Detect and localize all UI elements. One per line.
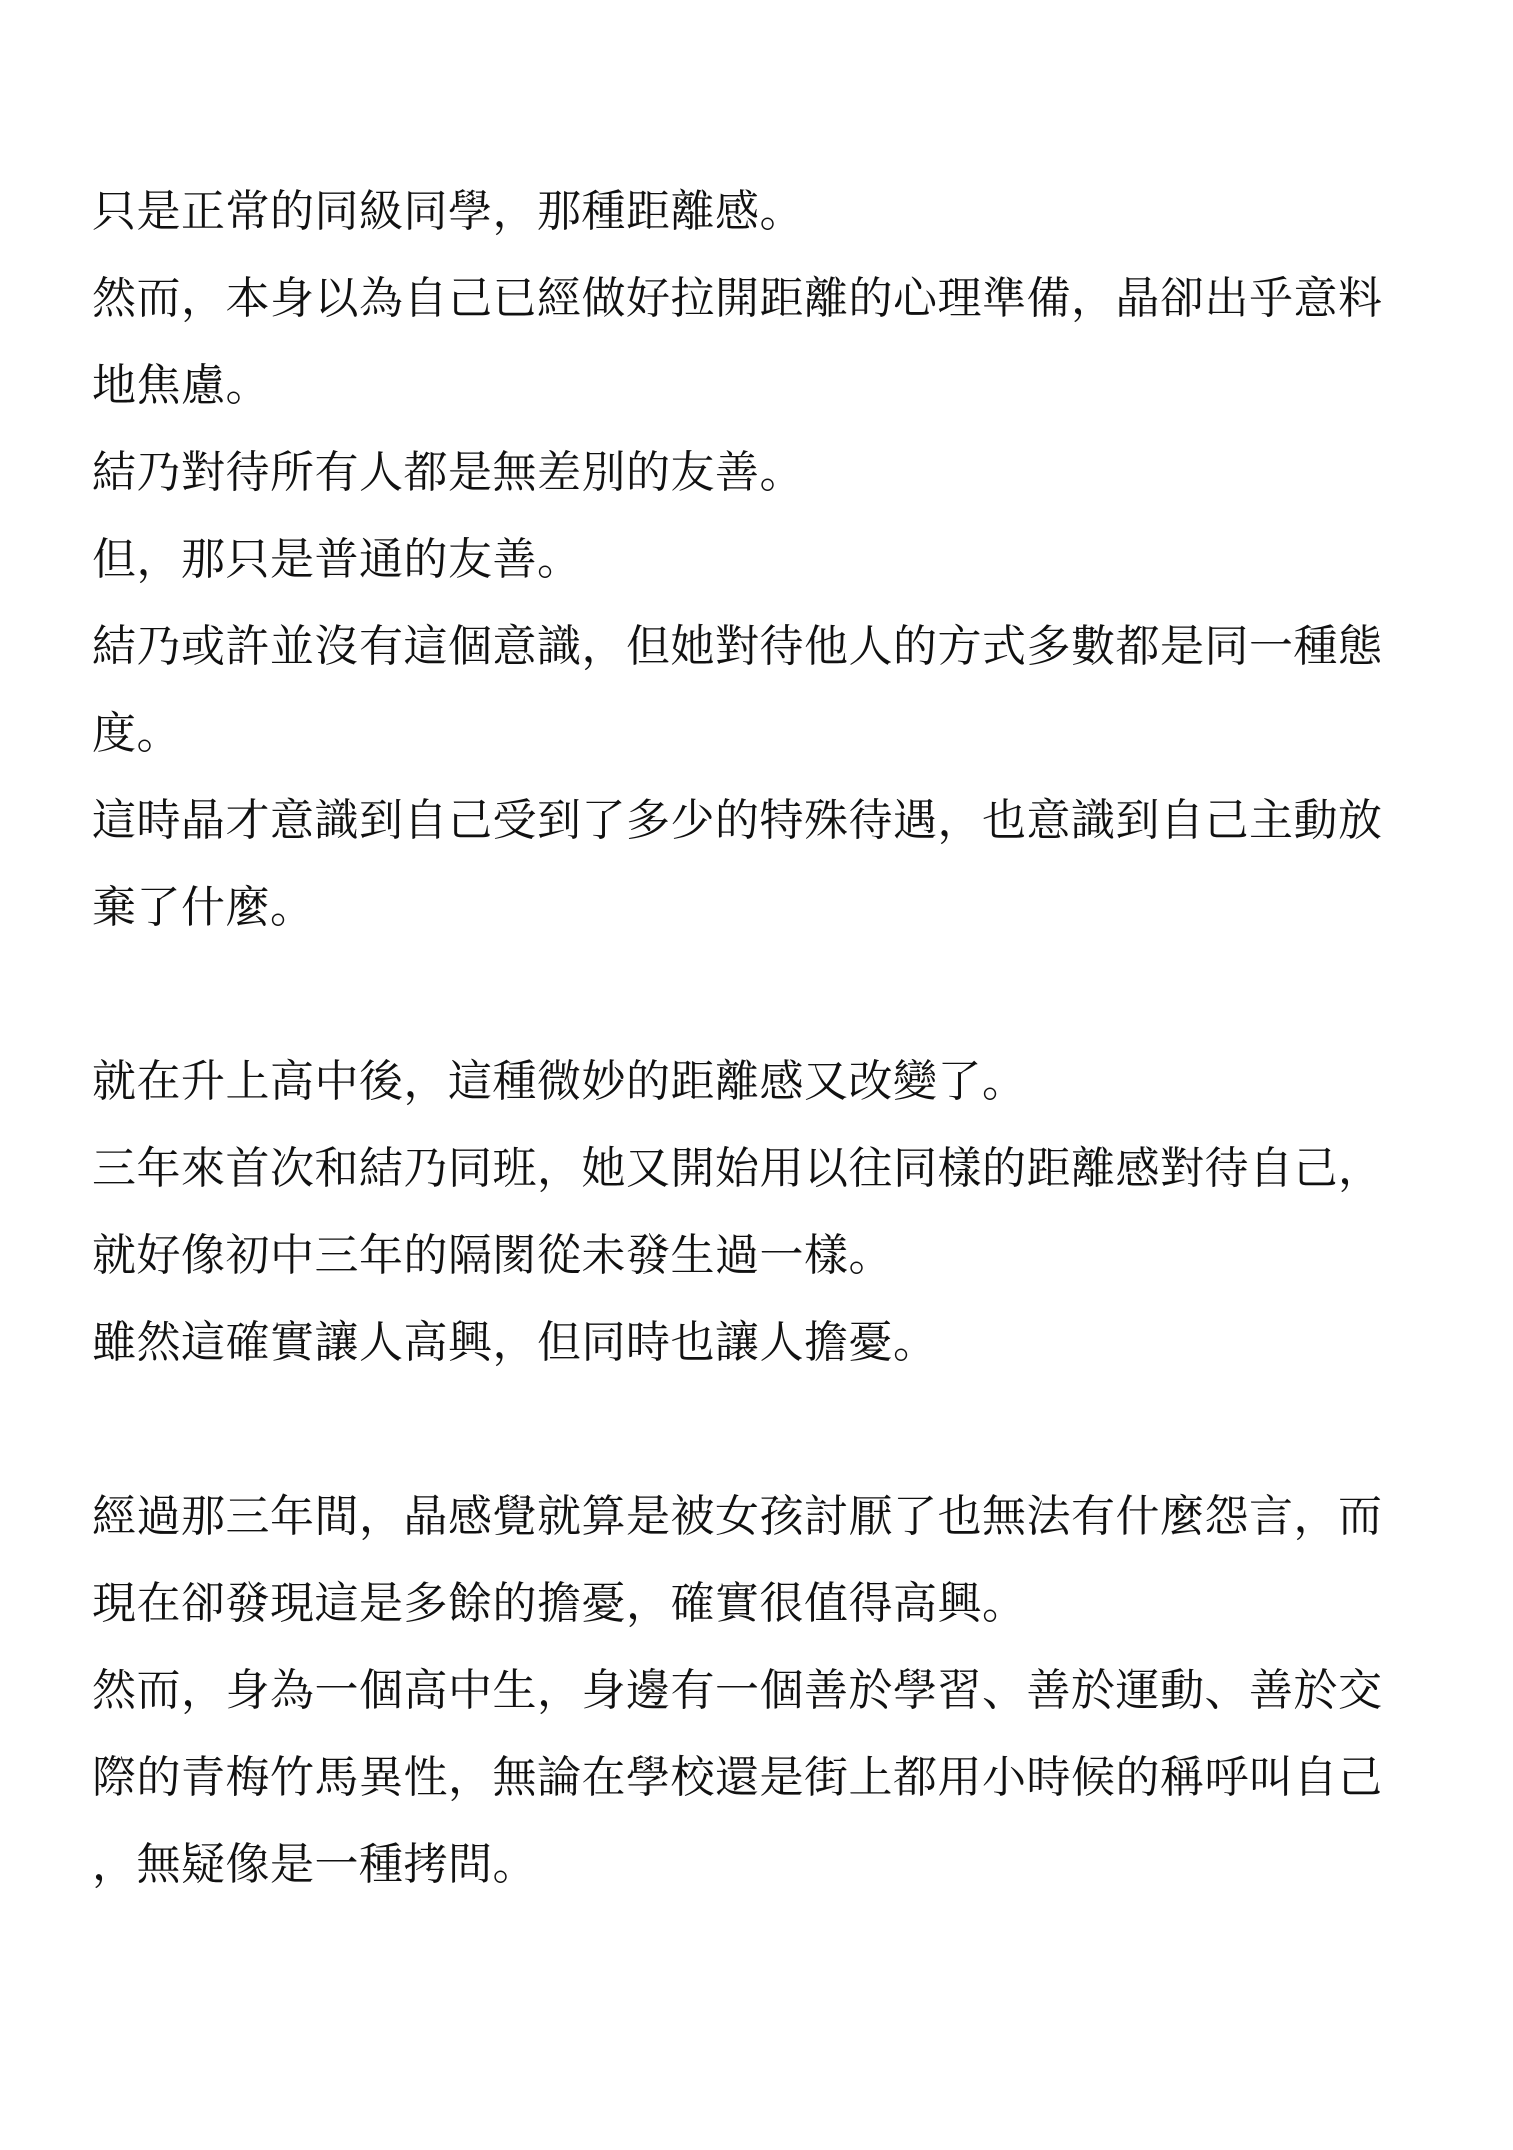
text-line: 三年來首次和結乃同班，她又開始用以往同樣的距離感對待自己， bbox=[92, 1143, 1383, 1194]
text-line: 就在升上高中後，這種微妙的距離感又改變了。 bbox=[92, 1056, 1027, 1107]
text-line: 就好像初中三年的隔閡從未發生過一樣。 bbox=[92, 1230, 893, 1281]
text-line: 但，那只是普通的友善。 bbox=[92, 534, 582, 585]
text-line: 際的青梅竹馬異性，無論在學校還是街上都用小時候的稱呼叫自己 bbox=[92, 1752, 1383, 1803]
text-line: 只是正常的同級同學，那種距離感。 bbox=[92, 186, 804, 237]
text-line: 度。 bbox=[92, 708, 181, 759]
paragraph-gap bbox=[92, 951, 1432, 1038]
paragraph-gap bbox=[92, 1386, 1432, 1473]
text-line: 雖然這確實讓人高興，但同時也讓人擔憂。 bbox=[92, 1317, 938, 1368]
text-line: 然而，身為一個高中生，身邊有一個善於學習、善於運動、善於交 bbox=[92, 1665, 1383, 1716]
text-line: 結乃或許並沒有這個意識，但她對待他人的方式多數都是同一種態 bbox=[92, 621, 1383, 672]
text-line: 然而，本身以為自己已經做好拉開距離的心理準備，晶卻出乎意料 bbox=[92, 273, 1383, 324]
text-line: 這時晶才意識到自己受到了多少的特殊待遇，也意識到自己主動放 bbox=[92, 795, 1383, 846]
text-line: ，無疑像是一種拷問。 bbox=[92, 1839, 537, 1890]
text-line: 經過那三年間，晶感覺就算是被女孩討厭了也無法有什麼怨言，而 bbox=[92, 1491, 1383, 1542]
document-text bbox=[92, 168, 1432, 1908]
text-line: 棄了什麼。 bbox=[92, 882, 315, 933]
text-line: 現在卻發現這是多餘的擔憂，確實很值得高興。 bbox=[92, 1578, 1027, 1629]
text-line: 地焦慮。 bbox=[92, 360, 270, 411]
text-line: 結乃對待所有人都是無差別的友善。 bbox=[92, 447, 804, 498]
